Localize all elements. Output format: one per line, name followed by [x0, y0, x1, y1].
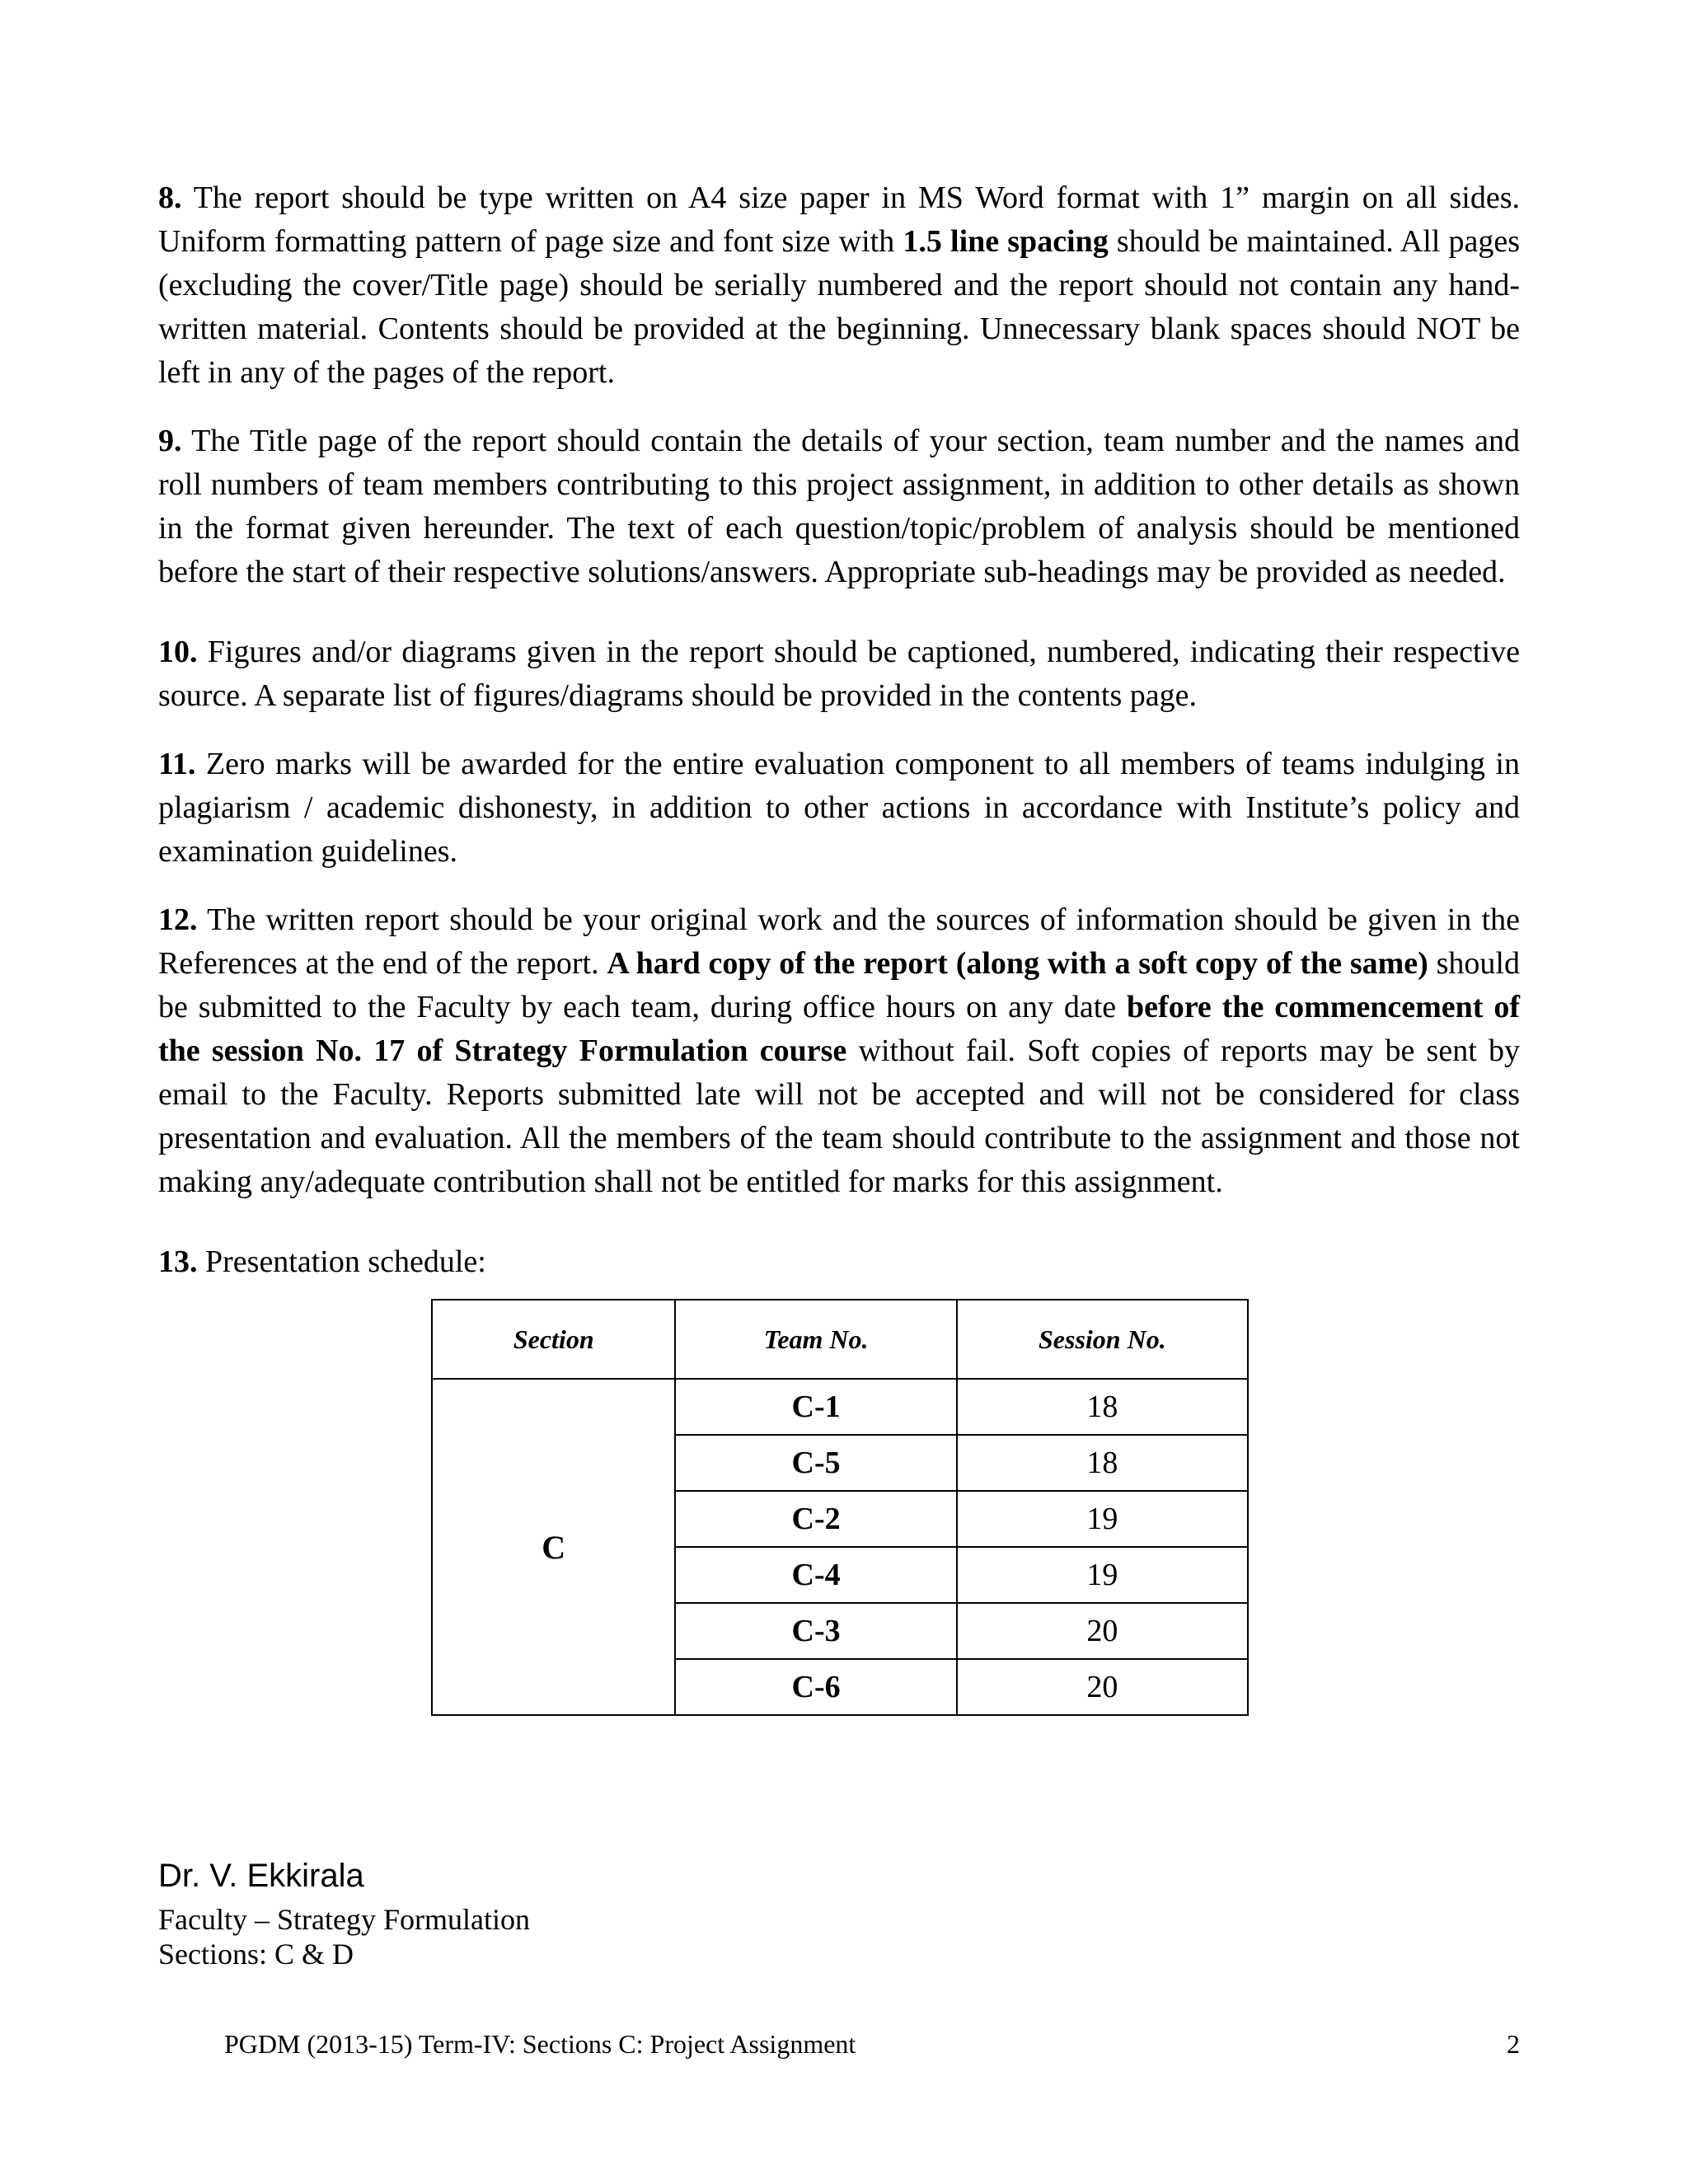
session-cell: 20: [957, 1659, 1248, 1715]
paragraph-number: 11.: [158, 747, 196, 781]
faculty-role: Faculty – Strategy Formulation: [158, 1903, 530, 1936]
paragraph-12: [158, 898, 1520, 1204]
paragraph-8: [158, 176, 1520, 395]
paragraph-number: 13.: [158, 1244, 198, 1279]
team-cell: C-6: [675, 1659, 956, 1715]
paragraph-11: [158, 743, 1520, 874]
team-cell: C-5: [675, 1435, 956, 1491]
paragraph-9: [158, 419, 1520, 594]
faculty-name: Dr. V. Ekkirala: [158, 1858, 364, 1894]
table-header-row: [432, 1300, 1248, 1379]
paragraph-10: [158, 630, 1520, 718]
session-cell: 19: [957, 1547, 1248, 1603]
paragraph-text: Figures and/or diagrams given in the report should be captioned, numbered, indicating their respective source. A separate list of figures/diagrams should be provided in the contents page.: [158, 635, 1520, 713]
paragraph-text: without fail. Soft copies of reports may be sent by email to the Faculty. Reports submitted late will not be accepted and will not be considered for class presentation and evaluation. All the members of the team should contribute to the assignment and those not making any/adequate contribution shall not be entitled for marks for this assignment.: [158, 1033, 1521, 1199]
paragraph-text: The report should be type written on A4 size paper in MS Word format with 1” margin on all sides. Uniform formatting pattern of page size and font size with: [158, 180, 1520, 259]
paragraph-text: should be submitted to the Faculty by each team, during office hours on any date: [158, 946, 1520, 1024]
paragraph-number: 8.: [158, 180, 182, 215]
paragraph-text: should be maintained. All pages (excluding the cover/Title page) should be serially numbered and the report should not contain any hand-written material. Contents should be provided at the beginning. Unnecessary blank spaces should NOT be left in any of the pages of the report.: [158, 224, 1520, 390]
bold-text: A hard copy of the report (along with a soft copy of the same): [607, 946, 1428, 981]
footer-text: PGDM (2013-15) Term-IV: Sections C: Project Assignment: [224, 2029, 856, 2059]
page-footer: [224, 2027, 1520, 2060]
team-cell: C-1: [675, 1379, 956, 1435]
session-cell: 18: [957, 1435, 1248, 1491]
header-section: Section: [432, 1300, 675, 1379]
table-row: [432, 1379, 1248, 1435]
signature-block: [158, 1856, 530, 1971]
bold-text: before the commencement of the session No. 17 of Strategy Formulation course: [158, 990, 1520, 1068]
paragraph-text: Zero marks will be awarded for the entire evaluation component to all members of teams indulging in plagiarism / academic dishonesty, in addition to other actions in accordance with Institute’s policy and examination guidelines.: [158, 747, 1520, 869]
paragraph-number: 10.: [158, 635, 198, 669]
paragraph-text: Presentation schedule:: [197, 1244, 486, 1279]
paragraph-13: [158, 1240, 1520, 1284]
team-cell: C-4: [675, 1547, 956, 1603]
presentation-schedule-table: [431, 1299, 1249, 1716]
paragraph-text: The written report should be your original work and the sources of information should be given in the References at the end of the report.: [158, 902, 1520, 981]
faculty-sections: Sections: C & D: [158, 1938, 354, 1971]
paragraph-text: The Title page of the report should contain the details of your section, team number and the names and roll numbers of team members contributing to this project assignment, in addition to other details as shown in the format given hereunder. The text of each question/topic/problem of analysis should be mentioned before the start of their respective solutions/answers. Appropriate sub-headings may be provided as needed.: [158, 424, 1520, 589]
team-cell: C-3: [675, 1603, 956, 1659]
document-body: [158, 176, 1520, 1716]
bold-text: 1.5 line spacing: [903, 224, 1109, 259]
section-cell: C: [432, 1379, 675, 1715]
header-session-no: Session No.: [957, 1300, 1248, 1379]
session-cell: 20: [957, 1603, 1248, 1659]
session-cell: 19: [957, 1491, 1248, 1547]
paragraph-number: 12.: [158, 902, 198, 937]
paragraph-number: 9.: [158, 424, 182, 458]
page-number: 2: [1507, 2029, 1520, 2059]
session-cell: 18: [957, 1379, 1248, 1435]
team-cell: C-2: [675, 1491, 956, 1547]
header-team-no: Team No.: [675, 1300, 956, 1379]
